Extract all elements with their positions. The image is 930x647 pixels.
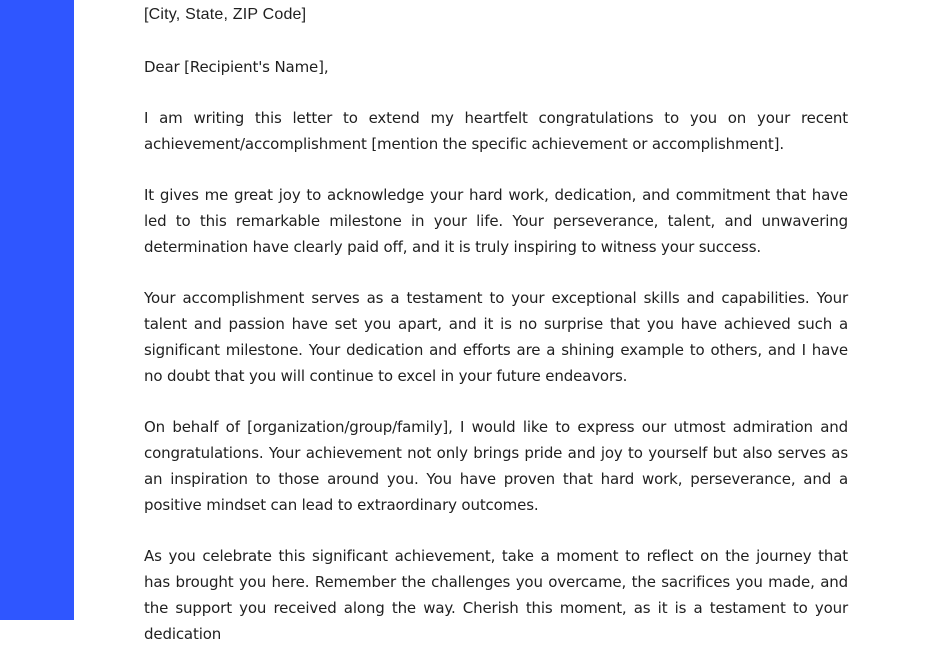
paragraph-celebrate: As you celebrate this significant achievement, take a moment to reflect on the journey that has brought you here. Remember the challenges you overcame, the sacrifices you made, and the support you received along the way. Cherish this moment, as it is a testament to your dedication <box>144 547 848 643</box>
salutation: Dear [Recipient's Name], <box>144 58 329 76</box>
address-line: [City, State, ZIP Code] <box>144 6 307 23</box>
paragraph-on-behalf: On behalf of [organization/group/family], I would like to express our utmost admiration and congratulations. Your achievement not only brings pride and joy to yourself but also serves as an inspiration to those around you. You have proven that hard work, perseverance, and a positive mindset can lead to extraordinary outcomes. <box>144 418 848 514</box>
decorative-side-band <box>0 0 74 620</box>
paragraph-acknowledgement: It gives me great joy to acknowledge your hard work, dedication, and commitment that have led to this remarkable milestone in your life. Your perseverance, talent, and unwavering determination have clearly paid off, and it is truly inspiring to witness your success. <box>144 186 848 256</box>
paragraph-testament: Your accomplishment serves as a testament to your exceptional skills and capabilities. Your talent and passion have set you apart, and it is no surprise that you have achieved such a significant milestone. Your dedication and efforts are a shining example to others, and I have no doubt that you will continue to excel in your future endeavors. <box>144 289 848 385</box>
paragraph-congratulations: I am writing this letter to extend my heartfelt congratulations to you on your recent achievement/accomplishment [mention the specific achievement or accomplishment]. <box>144 109 848 153</box>
